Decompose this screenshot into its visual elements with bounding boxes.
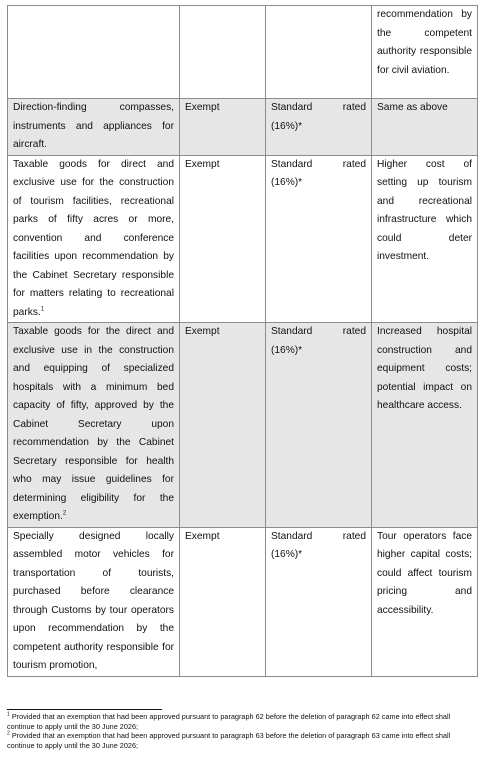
description-cell bbox=[8, 6, 180, 99]
footnote-separator bbox=[7, 709, 162, 710]
footnote-ref: 1 bbox=[40, 306, 45, 313]
table-row bbox=[8, 99, 478, 156]
description-cell: Taxable goods for direct and exclusive use for the construction of tourism facilities, recreational parks of fifty acres or more, convention and conference facilities upon recommendation by the Cabinet Secretary responsible for matters relating to recreational parks.$^1$ bbox=[8, 155, 180, 323]
rate-cell: Standard rated (16%)* bbox=[266, 99, 372, 156]
table-row bbox=[8, 6, 478, 99]
description-cell: Direction-finding compasses, instruments and appliances for aircraft. bbox=[8, 99, 180, 156]
treatment-cell: Exempt bbox=[180, 323, 266, 528]
treatment-cell bbox=[180, 6, 266, 99]
rate-cell bbox=[266, 6, 372, 99]
rate-cell: Standard rated (16%)* bbox=[266, 323, 372, 528]
impact-cell: recommendation by the competent authority responsible for civil aviation. bbox=[372, 6, 478, 99]
rate-cell: Standard rated (16%)* bbox=[266, 155, 372, 323]
vat-exemption-table bbox=[7, 5, 478, 677]
rate-cell: Standard rated (16%)* bbox=[266, 527, 372, 676]
table-row bbox=[8, 527, 478, 676]
impact-cell: Higher cost of setting up tourism and recreational infrastructure which could deter investment. bbox=[372, 155, 478, 323]
description-cell: Specially designed locally assembled motor vehicles for transportation of tourists, purchased before clearance through Customs by tour operators upon recommendation by the competent authority responsible for tourism promotion, bbox=[8, 527, 180, 676]
footnote: $^1$ Provided that an exemption that had been approved pursuant to paragraph 62 before the deletion of paragraph 62 came into effect shall continue to apply until the 30 June 2026; bbox=[7, 711, 451, 731]
footnotes bbox=[7, 712, 477, 750]
treatment-cell: Exempt bbox=[180, 155, 266, 323]
treatment-cell: Exempt bbox=[180, 527, 266, 676]
description-cell: Taxable goods for the direct and exclusive use in the construction and equipping of specialized hospitals with a minimum bed capacity of fifty, approved by the Cabinet Secretary upon recommendation by the Cabinet Secretary responsible for health who may issue guidelines for determining eligibility for the exemption.$^2$ bbox=[8, 323, 180, 528]
footnote-ref: 2 bbox=[62, 510, 67, 517]
impact-cell: Tour operators face higher capital costs; could affect tourism pricing and accessibility. bbox=[372, 527, 478, 676]
impact-cell: Increased hospital construction and equipment costs; potential impact on healthcare access. bbox=[372, 323, 478, 528]
footnote: $^2$ Provided that an exemption that had been approved pursuant to paragraph 63 before the deletion of paragraph 63 came into effect shall continue to apply until the 30 June 2026; bbox=[7, 730, 451, 750]
impact-cell: Same as above bbox=[372, 99, 478, 156]
table-row bbox=[8, 155, 478, 323]
treatment-cell: Exempt bbox=[180, 99, 266, 156]
table-row bbox=[8, 323, 478, 528]
